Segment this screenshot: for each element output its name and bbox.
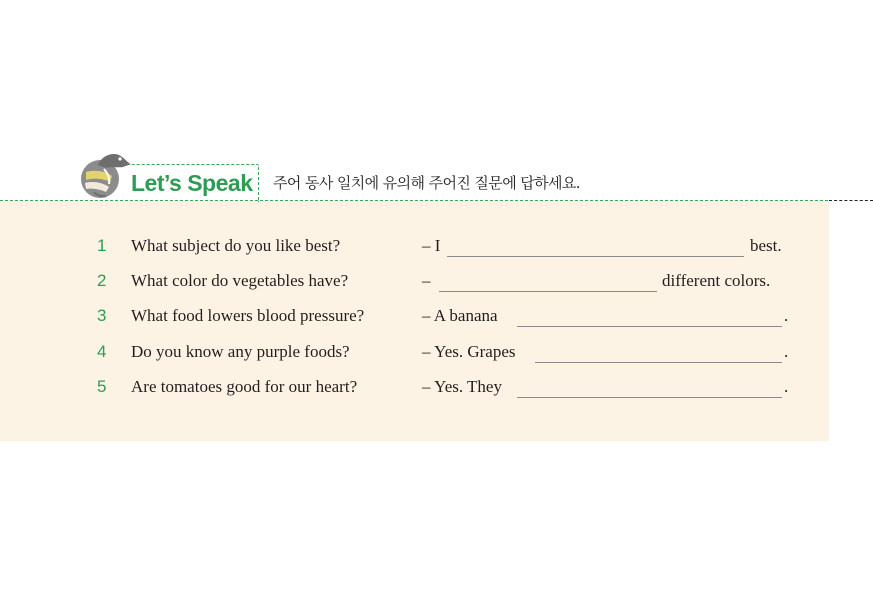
list-item	[0, 306, 829, 330]
answer-suffix: .	[784, 377, 789, 396]
answer-prefix: – Yes. Grapes	[422, 342, 516, 361]
answer-prefix: – A banana	[422, 306, 498, 325]
list-item	[0, 271, 829, 295]
answer-prefix: –	[422, 271, 431, 290]
question-text: Are tomatoes good for our heart?	[131, 377, 358, 396]
item-number: 3	[97, 306, 107, 325]
question-text: What subject do you like best?	[131, 236, 341, 255]
answer-blank[interactable]	[517, 397, 782, 398]
list-item	[0, 377, 829, 401]
instruction-text: 주어 동사 일치에 유의해 주어진 질문에 답하세요.	[273, 174, 580, 192]
answer-blank[interactable]	[517, 326, 782, 327]
answer-suffix: different colors.	[662, 271, 771, 290]
answer-blank[interactable]	[535, 362, 782, 363]
answer-blank[interactable]	[447, 256, 744, 257]
bird-in-pot-icon	[76, 148, 132, 200]
question-text: What color do vegetables have?	[131, 271, 349, 290]
page-divider	[829, 200, 873, 201]
item-number: 2	[97, 271, 107, 290]
answer-suffix: .	[784, 306, 789, 325]
question-text: What food lowers blood pressure?	[131, 306, 365, 325]
item-number: 1	[97, 236, 107, 255]
answer-blank[interactable]	[439, 291, 657, 292]
answer-prefix: – I	[422, 236, 441, 255]
question-text: Do you know any purple foods?	[131, 342, 350, 361]
answer-suffix: .	[784, 342, 789, 361]
answer-suffix: best.	[750, 236, 782, 255]
list-item	[0, 236, 829, 260]
item-number: 5	[97, 377, 107, 396]
section-title: Let’s Speak	[131, 170, 253, 196]
answer-prefix: – Yes. They	[422, 377, 502, 396]
list-item	[0, 342, 829, 366]
item-number: 4	[97, 342, 107, 361]
